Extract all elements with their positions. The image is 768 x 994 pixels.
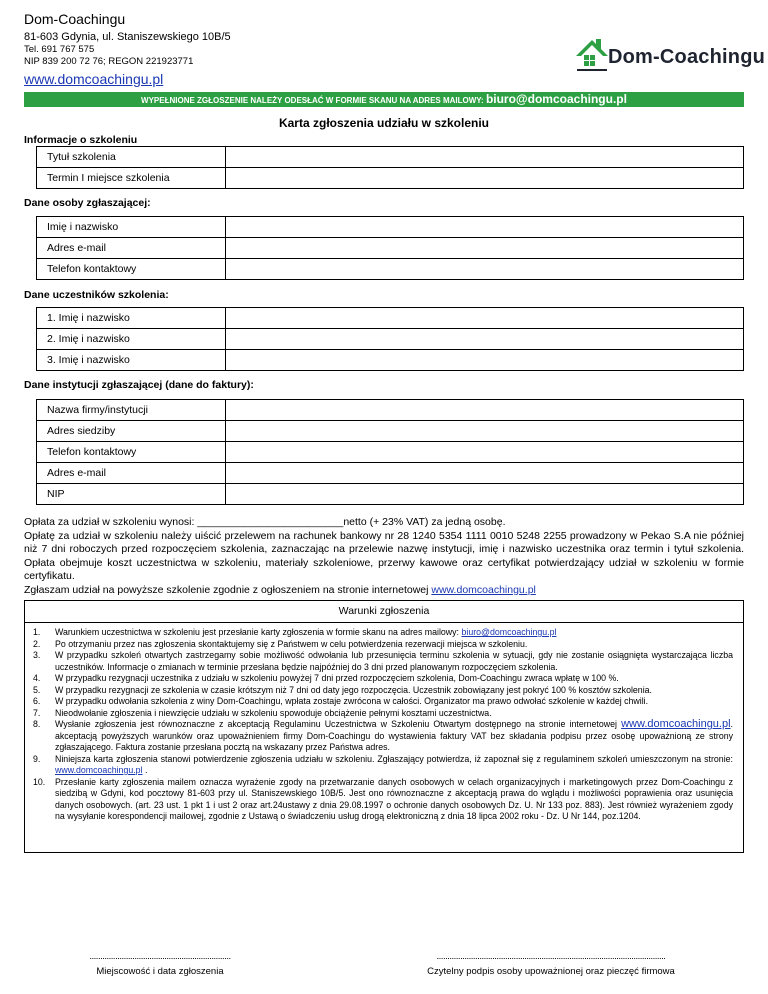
institution-phone-field[interactable]	[226, 442, 744, 463]
item-text: W przypadku rezygnacji uczestnika z udziału w szkoleniu powyżej 7 dni przed rozpoczęciem szkolenia, Dom-Coachingu zwraca wpłatę w 100 %.	[55, 673, 619, 683]
item-text: Niniejsza karta zgłoszenia stanowi potwierdzenie zgłoszenia udziału w szkoleniu. Zgłaszający potwierdza, iż zapoznał się z regulaminem szkoleń umieszczonym na stronie:	[55, 753, 733, 764]
item-number: 9.	[33, 753, 41, 764]
signature-place-date	[60, 952, 260, 977]
company-name: Dom-Coachingu	[24, 11, 126, 27]
field-label: Adres e-mail	[37, 463, 226, 484]
item-number: 7.	[33, 707, 41, 718]
field-label: NIP	[37, 484, 226, 505]
regulations-website-link[interactable]: www.domcoachingu.pl	[621, 718, 731, 730]
table-row	[37, 259, 744, 280]
company-address: 81-603 Gdynia, ul. Staniszewskiego 10B/5	[24, 31, 231, 43]
company-header	[24, 10, 231, 89]
company-nip-regon: NIP 839 200 72 76; REGON 221923771	[24, 56, 194, 67]
list-item	[33, 719, 733, 754]
banner-email[interactable]: biuro@domcoachingu.pl	[485, 92, 627, 106]
training-title-field[interactable]	[226, 147, 744, 168]
section-title-institution: Dane instytucji zgłaszającej (dane do faktury):	[24, 379, 254, 391]
participant-2-field[interactable]	[226, 329, 744, 350]
table-row	[37, 329, 744, 350]
conditions-title: Warunki zgłoszenia	[25, 601, 743, 623]
table-row	[37, 350, 744, 371]
table-row	[37, 442, 744, 463]
item-text-continued: . akceptacją powyższych warunków oraz upoważnieniem firmy Dom-Coachingu do wystawienia faktury VAT bez składania podpisu przez osobę upoważnioną ze strony zgłaszającego. Faktura zostanie przesłana pocztą na wskazany przez Państwa adres.	[55, 719, 733, 752]
table-row	[37, 421, 744, 442]
field-label: Tytuł szkolenia	[37, 147, 226, 168]
signature-caption: Czytelny podpis osoby upoważnionej oraz pieczęć firmowa	[427, 966, 675, 977]
applicant-name-field[interactable]	[226, 217, 744, 238]
table-row	[37, 238, 744, 259]
item-text: Nieodwołanie zgłoszenia i niewzięcie udziału w szkoleniu spowoduje obciążenie pełnymi kosztami uczestnictwa.	[55, 707, 492, 718]
registration-text: Zgłaszam udział na powyższe szkolenie zgodnie z ogłoszeniem na stronie internetowej	[24, 583, 429, 596]
item-number: 3.	[33, 650, 41, 660]
signature-authorized	[396, 952, 706, 977]
list-item	[33, 650, 733, 673]
applicant-phone-field[interactable]	[226, 259, 744, 280]
field-label: Adres e-mail	[37, 238, 226, 259]
participants-table	[36, 307, 744, 371]
item-number: 2.	[33, 638, 41, 649]
institution-table	[36, 399, 744, 505]
institution-name-field[interactable]	[226, 400, 744, 421]
item-text: Warunkiem uczestnictwa w szkoleniu jest przesłanie karty zgłoszenia w formie skanu na adres mailowy:	[55, 627, 460, 637]
company-phone: Tel. 691 767 575	[24, 44, 95, 55]
item-number: 10.	[33, 776, 46, 787]
conditions-list	[25, 623, 743, 823]
institution-address-field[interactable]	[226, 421, 744, 442]
list-item	[33, 639, 733, 651]
training-date-place-field[interactable]	[226, 168, 744, 189]
item-number: 5.	[33, 684, 41, 695]
field-label: Telefon kontaktowy	[37, 259, 226, 280]
payment-amount-line: Opłata za udział w szkoleniu wynosi: _________________________netto (+ 23% VAT) za jedną osobę.	[24, 516, 506, 528]
table-row	[37, 400, 744, 421]
form-title: Karta zgłoszenia udziału w szkoleniu	[278, 116, 490, 130]
field-label: Adres siedziby	[37, 421, 226, 442]
field-label: 1. Imię i nazwisko	[37, 308, 226, 329]
table-row	[37, 484, 744, 505]
table-row	[37, 147, 744, 168]
section-title-applicant: Dane osoby zgłaszającej:	[24, 197, 151, 209]
signature-line[interactable]: ...........................................................................................................	[436, 951, 666, 962]
item-text: W przypadku odwołania szkolenia z winy Dom-Coachingu, wpłata zostaje zwrócona w całości. Organizator ma prawo odwołać szkolenie w każdej chwili.	[55, 696, 649, 706]
field-label: 2. Imię i nazwisko	[37, 329, 226, 350]
banner-text: WYPEŁNIONE ZGŁOSZENIE NALEŻY ODESŁAĆ W FORMIE SKANU NA ADRES MAILOWY:	[141, 96, 484, 105]
payment-instructions: Opłatę za udział w szkoleniu należy uiścić przelewem na rachunek bankowy nr 28 1240 5354 1111 0010 5248 2255 prowadzony w Pekao S.A nie później niż 7 dni roboczych przed rozpoczęciem szkolenia, zaznaczając na przelewie nazwę instytucji, imię i nazwisko uczestnika oraz termin i tytuł szkolenia. Opłata obejmuje koszt uczestnictwa w szkoleniu, materiały szkoleniowe, przerwy kawowe oraz certyfikat potwierdzający udział w szkoleniu w formie certyfikatu.	[24, 529, 744, 582]
regulations-page-link[interactable]: www.domcoachingu.pl	[55, 765, 143, 775]
institution-email-field[interactable]	[226, 463, 744, 484]
payment-paragraph	[24, 516, 744, 597]
registration-statement	[24, 584, 744, 598]
item-text: Przesłanie karty zgłoszenia mailem oznacza wyrażenie zgody na przetwarzanie danych osobowych w celach organizacyjnych i marketingowych przez Dom-Coachingu z siedzibą w Gdyni, kod pocztowy 81-603 przy ul. Staniszewskiego 10B/5. Jest ono równoznaczne z akceptacją prawa do wglądu i możliwości poprawienia oraz usunięcia danych osobowych. (art. 23 ust. 1 pkt 1 i ust 2 oraz art.24ustawy z dnia 29.08.1997 o ochronie danych osobowych Dz. U. Nr 133 poz. 883). Jest również wyrażeniem zgody na wysyłanie korespondencji mailowej, zgodnie z Ustawą o świadczeniu usług drogą elektroniczną z dnia 18 lipca 2002 roku - Dz. U Nr 144, poz.1204.	[55, 776, 733, 821]
item-number: 8.	[33, 719, 41, 729]
applicant-email-field[interactable]	[226, 238, 744, 259]
table-row	[37, 168, 744, 189]
section-title-participants: Dane uczestników szkolenia:	[24, 289, 169, 301]
list-item	[33, 627, 733, 639]
item-text: W przypadku rezygnacji ze szkolenia w czasie krótszym niż 7 dni od daty jego rozpoczęcia. Uczestnik zobowiązany jest pokryć 100 % kosztów szkolenia.	[55, 684, 652, 695]
item-text: Wysłanie zgłoszenia jest równoznaczne z akceptacją Regulaminu Uczestnictwa w Szkoleniu Otwartym dostępnego na stronie internetowej	[55, 719, 617, 729]
condition-email-link[interactable]: biuro@domcoachingu.pl	[461, 627, 557, 637]
company-logo	[572, 34, 766, 78]
section-title-training: Informacje o szkoleniu	[24, 134, 138, 146]
participant-3-field[interactable]	[226, 350, 744, 371]
field-label: Imię i nazwisko	[37, 217, 226, 238]
training-table	[36, 146, 744, 189]
item-text: W przypadku szkoleń otwartych zastrzegamy sobie możliwość odwołania lub przesunięcia terminu szkolenia w sytuacji, gdy nie zostanie osiągnięta wystarczająca liczba uczestników. Informacje o zmianach w terminie przesłana będzie najpóźniej do 3 dni przed planowanym rozpoczęciem szkolenia.	[55, 650, 733, 672]
registration-website-link[interactable]: www.domcoachingu.pl	[431, 583, 536, 596]
applicant-table	[36, 216, 744, 280]
table-row	[37, 463, 744, 484]
field-label: Nazwa firmy/instytucji	[37, 400, 226, 421]
field-label: 3. Imię i nazwisko	[37, 350, 226, 371]
item-number: 4.	[33, 673, 41, 683]
item-number: 1.	[33, 627, 41, 637]
submission-banner	[24, 92, 744, 107]
logo-text: Dom-Coachingu	[608, 46, 766, 68]
item-text-continued: .	[142, 765, 148, 775]
field-label: Telefon kontaktowy	[37, 442, 226, 463]
signature-caption: Miejscowość i data zgłoszenia	[96, 966, 224, 977]
list-item	[33, 685, 733, 697]
house-icon	[572, 34, 612, 74]
table-row	[37, 217, 744, 238]
company-website-link[interactable]: www.domcoachingu.pl	[24, 71, 164, 87]
participant-1-field[interactable]	[226, 308, 744, 329]
list-item	[33, 777, 733, 823]
institution-nip-field[interactable]	[226, 484, 744, 505]
item-number: 6.	[33, 696, 41, 706]
table-row	[37, 308, 744, 329]
list-item	[33, 673, 733, 685]
item-text: Po otrzymaniu przez nas zgłoszenia skontaktujemy się z Państwem w celu potwierdzenia rezerwacji miejsca w szkoleniu.	[55, 638, 528, 649]
signature-line[interactable]: ..................................................................	[89, 951, 231, 962]
conditions-box	[24, 600, 744, 853]
field-label: Termin I miejsce szkolenia	[37, 168, 226, 189]
list-item	[33, 696, 733, 708]
list-item	[33, 754, 733, 777]
